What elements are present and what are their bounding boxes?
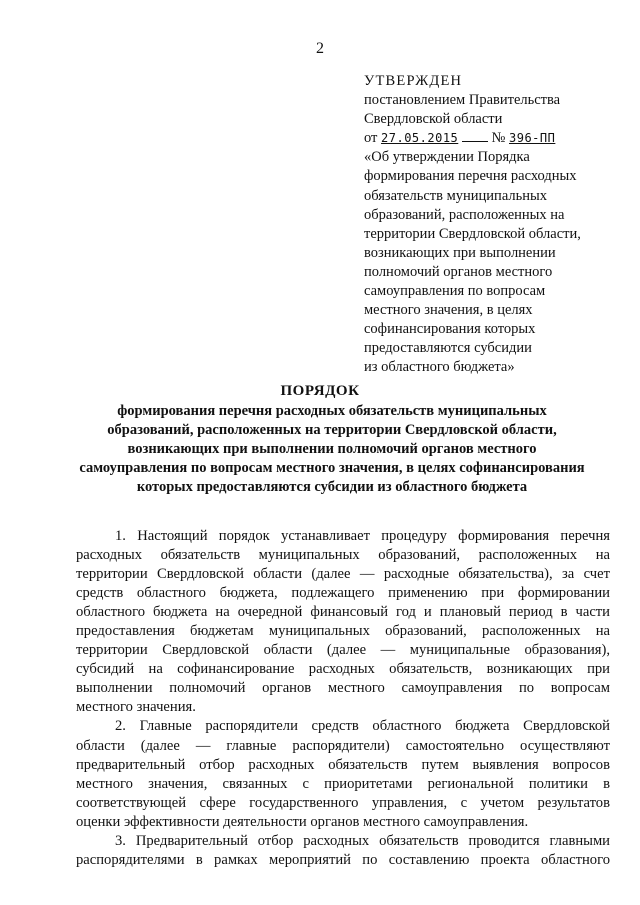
approval-title-line: территории Свердловской области, [364,225,581,242]
paragraph-1-line: предоставления бюджетам муниципальных образований, расположенных на [76,623,610,640]
document-title: ПОРЯДОК [280,383,360,399]
paragraph-1-line: средств областного бюджета, подлежащего применению при формировании [76,585,610,602]
paragraph-2-line: предварительный отбор расходных обязательств путем выявления вопросов [76,756,610,773]
paragraph-2-line: оценки эффективности деятельности органов местного самоуправления. [76,813,529,830]
approval-title-line: возникающих при выполнении [364,244,556,261]
approval-title-line: самоуправления по вопросам [364,283,546,300]
approval-line-1: постановлением Правительства [364,92,561,109]
paragraph-1-line: расходных обязательств муниципальных образований, расположенных на [76,547,610,564]
subtitle-line: которых предоставляются субсидии из областного бюджета [136,479,528,495]
paragraph-2-line: местного значения, связанных с приоритетами региональной политики в [76,775,610,792]
paragraph-2-line: соответствующей сфере государственного управления, с учетом результатов [76,794,610,811]
approval-title-line: софинансирования которых [364,321,536,338]
paragraph-2-line: 2. Главные распорядители средств областного бюджета Свердловской [115,718,610,735]
approval-title-line: полномочий органов местного [364,263,553,280]
subtitle-line: формирования перечня расходных обязательств муниципальных [117,403,547,419]
approval-line-2: Свердловской области [364,111,503,128]
approval-title-line: местного значения, в целях [364,302,533,319]
subtitle-line: образований, расположенных на территории Свердловской области, [107,422,557,438]
paragraph-1-line: местного значения. [76,699,196,716]
approval-title-line: обязательств муниципальных [364,187,547,204]
approval-title-line: предоставляются субсидии [364,340,532,357]
paragraph-3-line: 3. Предварительный отбор расходных обязательств проводится главными [115,832,610,849]
paragraph-1-line: территории Свердловской области (далее — муниципальные образования), [76,642,610,659]
paragraph-3-line: распорядителями в рамках мероприятий по составлению проекта областного [76,851,610,868]
approval-date-line [364,129,624,148]
approval-heading: УТВЕРЖДЕН [364,73,463,89]
paragraph-2-line: области (далее — главные распорядители) самостоятельно осуществляют [76,737,610,754]
paragraph-1-line: территории Свердловской области (далее — расходные обязательства), за счет [76,566,610,583]
approval-title-line: «Об утверждении Порядка [364,149,530,166]
page-number: 2 [316,40,324,57]
subtitle-line: самоуправления по вопросам местного значения, в целях софинансирования [79,460,585,476]
paragraph-1-line: субсидий на софинансирование расходных обязательств, возникающих при [76,661,610,678]
paragraph-1-line: 1. Настоящий порядок устанавливает процедуру формирования перечня [115,528,610,544]
approval-title-line: формирования перечня расходных [364,168,577,185]
approval-title-line: образований, расположенных на [364,206,565,223]
approval-title-line: из областного бюджета» [364,359,515,376]
approval-block [364,72,624,378]
document-subtitle [62,402,602,497]
paragraph-1-line: выполнении полномочий органов местного самоуправления по вопросам [76,680,610,697]
paragraph-1-line: областного бюджета на очередной финансовый год и плановый период в части [76,604,610,621]
approval-number: 396-ПП [509,131,556,146]
approval-date: 27.05.2015 [381,131,459,146]
date-prefix: от [364,130,378,147]
date-underline [462,129,488,142]
document-body [76,527,610,870]
number-prefix: № [491,130,506,147]
subtitle-line: возникающих при выполнении полномочий органов местного [127,441,537,457]
